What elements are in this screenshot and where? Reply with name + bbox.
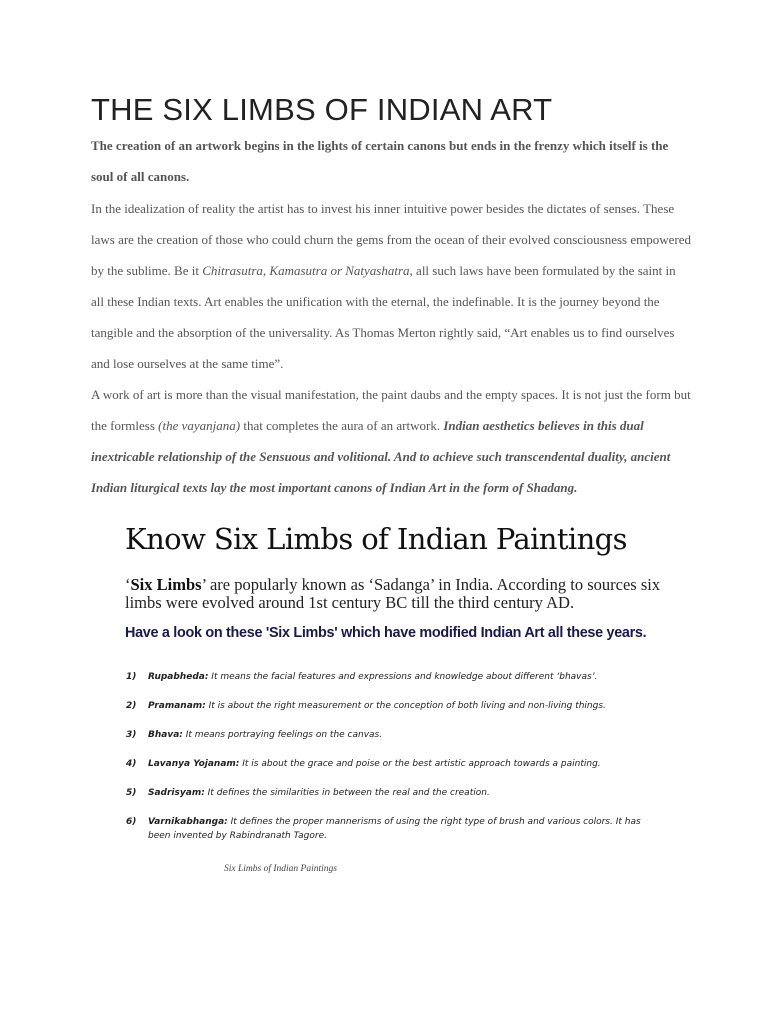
limb-number: 3): [126, 730, 137, 740]
limb-number: 5): [126, 788, 137, 798]
limb-number: 1): [126, 672, 137, 682]
limb-name: Sadrisyam:: [148, 788, 205, 798]
figure-intro-quote: ‘: [125, 575, 131, 594]
six-limbs-figure: [118, 508, 678, 868]
limb-name: Varnikabhanga:: [148, 817, 228, 827]
limb-description: It is about the grace and poise or the best artistic approach towards a painting.: [239, 759, 601, 769]
figure-intro-text: ’ are popularly known as ‘Sadanga’ in India. According to sources six limbs were evolved around 1st century BC till the third century AD.: [125, 575, 661, 612]
limb-name: Lavanya Yojanam:: [148, 759, 240, 769]
figure-caption: Six Limbs of Indian Paintings: [224, 864, 337, 874]
paragraph-bold-italic-text: Indian aesthetics believes in this dual inextricable relationship of the Sensuous and volitional. And to achieve such transcendental duality, ancient Indian liturgical texts lay the most important canons of Indian Art in the form of Shadang.: [91, 418, 671, 495]
paragraph-italic-text: Chitrasutra, Kamasutra or Natyashatra,: [202, 263, 413, 278]
limb-description: It defines the proper mannerisms of using the right type of brush and various colors. It has been invented by Rabindranath Tagore.: [148, 817, 641, 841]
limb-description: It means portraying feelings on the canvas.: [182, 730, 383, 740]
limb-item: [126, 757, 656, 771]
limb-number: 6): [126, 817, 137, 827]
limb-name: Pramanam:: [148, 701, 206, 711]
limb-name: Bhava:: [148, 730, 183, 740]
limb-item: [126, 670, 656, 684]
limb-item: [126, 786, 656, 800]
paragraph-idealization: [91, 193, 691, 379]
limb-description: It means the facial features and expressions and knowledge about different ‘bhavas’.: [208, 672, 598, 682]
intro-paragraph: The creation of an artwork begins in the lights of certain canons but ends in the frenzy which itself is the soul of all canons.: [91, 138, 669, 184]
paragraph-text: A work of art is more than the visual manifestation, the paint daubs and the empty spaces. It is not just the form but the formless: [91, 387, 691, 433]
paragraph-italic-text: (the vayanjana): [158, 418, 241, 433]
figure-title: Know Six Limbs of Indian Paintings: [125, 522, 627, 556]
paragraph-work-of-art: [91, 379, 691, 503]
limb-number: 4): [126, 759, 137, 769]
page-title: THE SIX LIMBS OF INDIAN ART: [91, 92, 553, 127]
limb-item: [126, 699, 656, 713]
limb-item: [126, 728, 656, 742]
paragraph-text: that completes the aura of an artwork.: [240, 418, 444, 433]
paragraph-text: all such laws have been formulated by the saint in all these Indian texts. Art enables the unification with the eternal, the indefinable. It is the journey beyond the tangible and the absorption of the universality. As Thomas Merton rightly said, “Art enables us to find ourselves and lose ourselves at the same time”.: [91, 263, 676, 371]
limb-number: 2): [126, 701, 137, 711]
limb-name: Rupabheda:: [148, 672, 209, 682]
limb-description: It is about the right measurement or the conception of both living and non-living things.: [205, 701, 606, 711]
limb-item: [126, 815, 656, 843]
paragraph-text: In the idealization of reality the artist has to invest his inner intuitive power besides the dictates of senses. These laws are the creation of those who could churn the gems from the ocean of their evolved consciousness empowered by the sublime. Be it: [91, 201, 691, 278]
figure-intro: [125, 576, 670, 612]
figure-highlight: Have a look on these 'Six Limbs' which have modified Indian Art all these years.: [125, 625, 647, 641]
limb-description: It defines the similarities in between the real and the creation.: [204, 788, 490, 798]
figure-intro-bold: Six Limbs: [130, 575, 202, 594]
